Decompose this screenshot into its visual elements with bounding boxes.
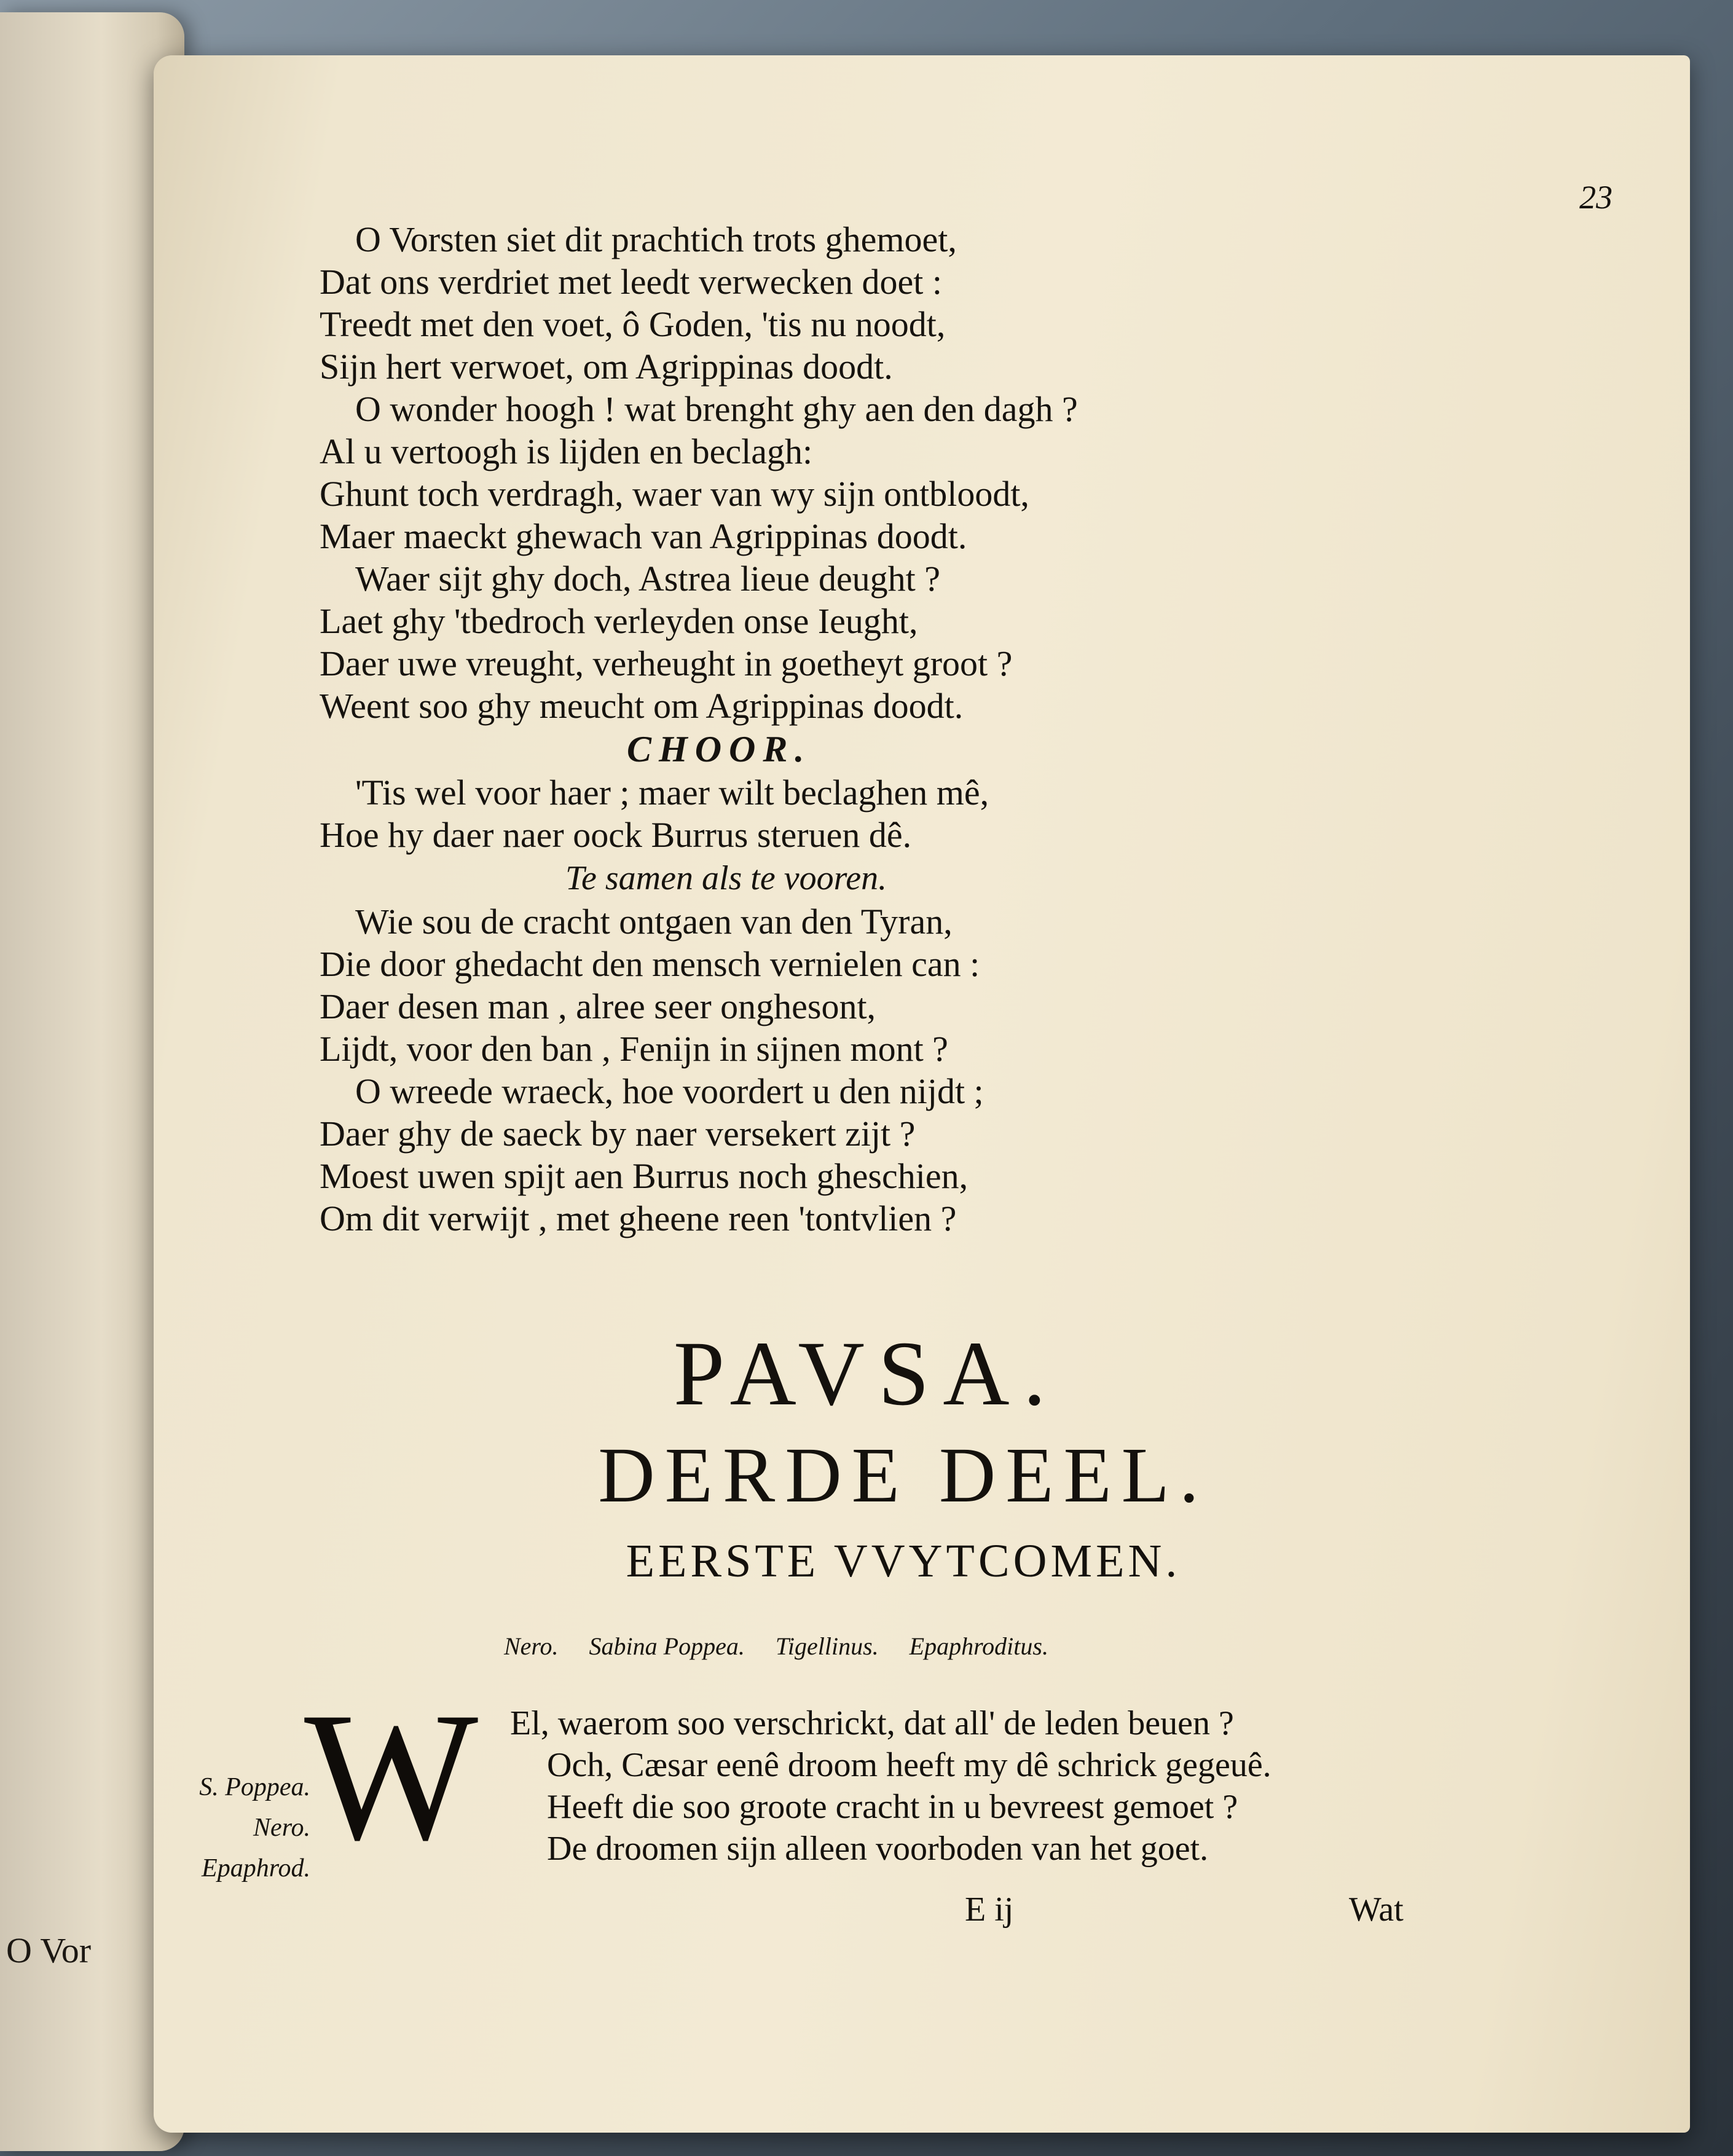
verse-block xyxy=(320,218,1487,1240)
verse-stanzas xyxy=(320,218,1487,727)
catchword: Wat xyxy=(1349,1890,1404,1929)
verse-line: Die door ghedacht den mensch vernielen can : xyxy=(320,944,980,984)
dialogue-line: De droomen sijn alleen voorboden van het goet. xyxy=(547,1830,1209,1868)
final-stanzas xyxy=(320,900,1487,1240)
cast-member: Epaphroditus. xyxy=(909,1632,1048,1660)
verse-line: Daer desen man , alree seer onghesont, xyxy=(320,986,876,1026)
verse-line: Al u vertoogh is lijden en beclagh: xyxy=(320,431,813,471)
cast-list xyxy=(504,1632,1073,1661)
verse-line: Daer uwe vreught, verheught in goetheyt groot ? xyxy=(320,643,1013,683)
cast-member: Tigellinus. xyxy=(775,1632,879,1660)
verse-line: O Vorsten siet dit prachtich trots ghemoet, xyxy=(355,219,957,259)
speaker-name: Nero. xyxy=(253,1814,310,1842)
verse-line: Laet ghy 'tbedroch verleyden onse Ieught, xyxy=(320,601,918,641)
verse-line: Wie sou de cracht ontgaen van den Tyran, xyxy=(355,902,953,942)
verse-line: Lijdt, voor den ban , Fenijn in sijnen mont ? xyxy=(320,1029,948,1069)
act-title-block xyxy=(381,1321,1426,1598)
dialogue-block xyxy=(510,1702,1271,1870)
pausa-title: PAVSA. xyxy=(673,1323,1060,1425)
together-heading: Te samen als te vooren. xyxy=(565,859,887,897)
verse-line: Moest uwen spijt aen Burrus noch gheschien, xyxy=(320,1156,969,1196)
choor-lines xyxy=(320,771,1487,856)
verse-line: Waer sijt ghy doch, Astrea lieue deught ? xyxy=(355,559,941,599)
verse-line: Treedt met den voet, ô Goden, 'tis nu noodt, xyxy=(320,304,946,344)
verse-line: Weent soo ghy meucht om Agrippinas doodt. xyxy=(320,686,964,726)
dialogue-line: Heeft die soo groote cracht in u bevreest gemoet ? xyxy=(547,1788,1238,1826)
verse-line: Dat ons verdriet met leedt verwecken doet : xyxy=(320,262,942,302)
scene-title: EERSTE VVYTCOMEN. xyxy=(626,1535,1181,1587)
page-number: 23 xyxy=(1579,179,1613,216)
speaker-names xyxy=(151,1767,310,1889)
verse-line: Maer maeckt ghewach van Agrippinas doodt. xyxy=(320,516,967,556)
dialogue-line: Och, Cæsar eenê droom heeft my dê schrick gegeuê. xyxy=(547,1746,1271,1784)
verse-line: Daer ghy de saeck by naer versekert zijt ? xyxy=(320,1114,916,1154)
speaker-name: Epaphrod. xyxy=(202,1854,310,1883)
verse-line: Ghunt toch verdragh, waer van wy sijn ontbloodt, xyxy=(320,474,1029,514)
verse-line: Sijn hert verwoet, om Agrippinas doodt. xyxy=(320,347,893,387)
act-title: DERDE DEEL. xyxy=(598,1431,1209,1519)
signature-mark: E ij xyxy=(965,1890,1014,1929)
choor-heading: CHOOR. xyxy=(627,729,812,769)
cast-member: Sabina Poppea. xyxy=(589,1632,745,1660)
verse-line: 'Tis wel voor haer ; maer wilt beclaghen mê, xyxy=(355,773,989,812)
verse-line: Om dit verwijt , met gheene reen 'tontvlien ? xyxy=(320,1198,957,1238)
drop-capital: W xyxy=(304,1674,479,1878)
facing-page-fragment: O Vor xyxy=(6,1930,92,1970)
verse-line: O wreede wraeck, hoe voordert u den nijdt ; xyxy=(355,1071,984,1111)
cast-member: Nero. xyxy=(504,1632,559,1660)
verse-line: Hoe hy daer naer oock Burrus steruen dê. xyxy=(320,815,912,855)
verse-line: O wonder hoogh ! wat brenght ghy aen den dagh ? xyxy=(355,389,1078,429)
speaker-name: S. Poppea. xyxy=(199,1773,310,1801)
dialogue-line: El, waerom soo verschrickt, dat all' de leden beuen ? xyxy=(510,1704,1234,1742)
